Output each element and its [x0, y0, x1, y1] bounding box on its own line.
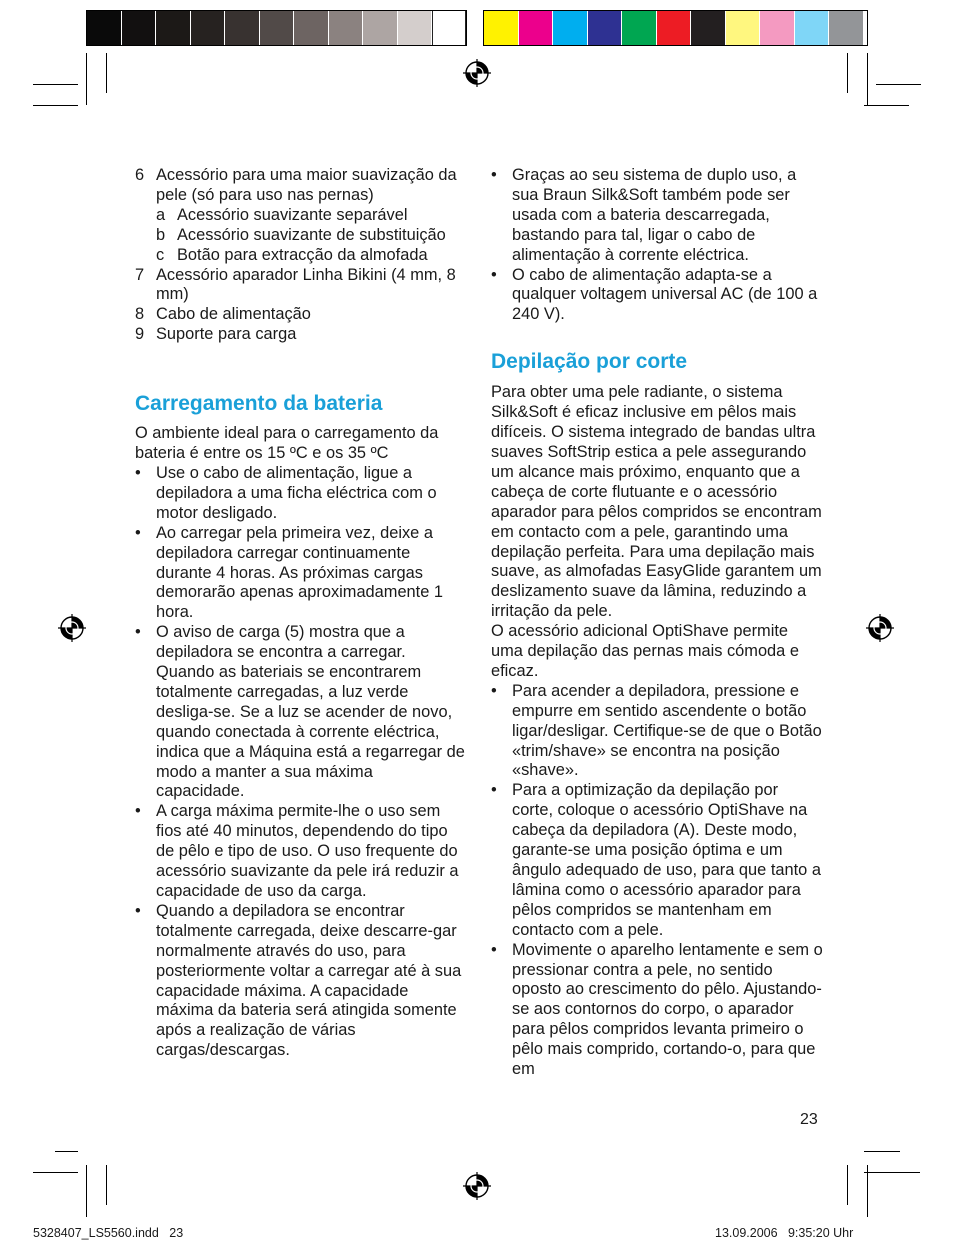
bullet-icon: • — [135, 463, 141, 482]
bullet-item — [491, 266, 823, 326]
bullet-item — [135, 802, 465, 902]
item-number: 9 — [135, 325, 145, 344]
bullet-icon: • — [135, 901, 141, 920]
page-number: 23 — [800, 1111, 818, 1128]
bullet-text: O cabo de alimentação adapta-se a qualquer voltagem universal AC (de 100 a 240 V). — [512, 265, 818, 324]
optishave-paragraph: O acessório adicional OptiShave permite uma depilação das pernas mais cómoda e eficaz. — [491, 622, 799, 680]
section-heading-charging: Carregamento da bateria — [135, 392, 383, 416]
bullet-text: Movimente o aparelho lentamente e sem o pressionar contra a pele, no sentido oposto ao crescimento do pêlo. Ajustando-se aos contornos do corpo, o aparador para pêlos compridos levanta primeiro o pêlo mais comprido, cortando-o, para que em — [512, 940, 823, 1079]
shaving-paragraph: Para obter uma pele radiante, o sistema Silk&Soft é eficaz inclusive em pêlos mais difíceis. O sistema integrado de bandas ultra suaves SoftStrip estica a pele assegurando um alcance mais próximo, enquanto que a cabeça de corte flutuante e o acessório aparador para pêlos compridos se encontram em contacto com a pele, garantindo uma depilação perfeita. Para uma depilação mais suave, as almofadas EasyGlide garantem um deslizamento suave da lâmina, reduzindo a irritação da pele. — [491, 383, 822, 621]
crop-mark — [106, 53, 107, 93]
bullet-item — [491, 941, 823, 1080]
list-item — [135, 266, 465, 306]
bullet-icon: • — [491, 265, 497, 284]
crop-mark — [33, 1172, 78, 1173]
crop-mark — [33, 84, 78, 85]
crop-mark — [106, 1165, 107, 1205]
crop-mark — [864, 1151, 900, 1152]
item-number: 6 — [135, 166, 145, 184]
bullet-text: Graças ao seu sistema de duplo uso, a sua Braun Silk&Soft também pode ser usada com a bateria descarregada, bastando para tal, ligar o cabo de alimentação à corrente eléctrica. — [512, 166, 797, 264]
bullet-icon: • — [491, 781, 497, 800]
bullet-item — [491, 166, 823, 266]
bullet-icon: • — [135, 623, 141, 642]
list-item — [135, 325, 465, 345]
parts-list — [135, 166, 465, 345]
list-item — [135, 206, 465, 226]
bullet-item — [491, 682, 823, 782]
timestamp-slug: 13.09.2006 9:35:20 Uhr — [715, 1226, 854, 1240]
list-item — [135, 305, 465, 325]
crop-mark — [847, 53, 848, 93]
crop-mark — [33, 105, 78, 106]
item-text: Cabo de alimentação — [156, 305, 311, 324]
bullet-item — [135, 524, 465, 624]
bullet-icon: • — [491, 166, 497, 184]
crop-mark — [864, 1172, 920, 1173]
crop-mark — [86, 1165, 87, 1217]
list-item — [135, 166, 465, 206]
bullet-item — [135, 623, 465, 802]
crop-mark — [55, 1151, 78, 1152]
registration-mark-icon — [866, 614, 894, 642]
color-bar-frame — [86, 10, 467, 46]
bullet-item — [135, 464, 465, 524]
item-number: 7 — [135, 265, 145, 284]
list-item — [135, 246, 465, 266]
crop-mark — [867, 1165, 868, 1217]
bullet-text: Quando a depiladora se encontrar totalmente carregada, deixe descarre-gar normalmente através do uso, para posteriormente voltar a carregar até à sua capacidade máxima. A capacidade máxima da bateria será atingida somente após a realização de várias cargas/descargas. — [156, 901, 462, 1060]
item-text: Acessório aparador Linha Bikini (4 mm, 8 mm) — [156, 265, 456, 304]
charging-intro: O ambiente ideal para o carregamento da bateria é entre os 15 ºC e os 35 ºC — [135, 424, 439, 463]
item-letter: a — [156, 205, 166, 224]
bullet-text: Para acender a depiladora, pressione e empurre em sentido ascendente o botão ligar/desligar. Certifique-se de que o Botão «trim/shave» se encontra na posição «shave». — [512, 681, 822, 780]
bullet-text: Use o cabo de alimentação, ligue a depiladora a uma ficha eléctrica com o motor desligado. — [156, 463, 437, 522]
bullet-item — [135, 902, 465, 1061]
crop-mark — [847, 1165, 848, 1205]
bullet-item — [491, 781, 823, 940]
bullet-icon: • — [491, 940, 497, 959]
item-number: 8 — [135, 305, 145, 324]
item-text: Suporte para carga — [156, 325, 297, 344]
bullet-text: A carga máxima permite-lhe o uso sem fios até 40 minutos, dependendo do tipo de pêlo e tipo de uso. O uso frequente do acessório suavizante da pele irá reduzir a capacidade de uso da carga. — [156, 802, 459, 900]
bullet-icon: • — [135, 523, 141, 542]
section-heading-shaving: Depilação por corte — [491, 350, 688, 374]
registration-mark-icon — [58, 614, 86, 642]
item-text: Acessório suavizante de substituição — [177, 225, 446, 244]
crop-mark — [86, 53, 87, 105]
bullet-text: Para a optimização da depilação por corte, coloque o acessório OptiShave na cabeça da depiladora (A). Deste modo, garante-se uma posição óptima e um ângulo adequado de uso, para que tanto a lâmina como o acessório aparador para pêlos compridos se mantenham em contacto com a pele. — [512, 781, 821, 939]
crop-mark — [867, 53, 868, 105]
item-text: Acessório suavizante separável — [177, 205, 408, 224]
registration-mark-icon — [463, 59, 491, 87]
item-text: Botão para extracção da almofada — [177, 245, 428, 264]
left-column — [135, 166, 465, 1061]
bullet-text: O aviso de carga (5) mostra que a depiladora se encontra a carregar. Quando as bateriais se encontrarem totalmente carregadas, a luz verde desliga-se. Se a luz se acender de novo, quando conectada à corrente eléctrica, indica que a Máquina está a regarregar de modo a manter a sua máxima capacidade. — [156, 623, 465, 801]
file-slug: 5328407_LS5560.indd 23 — [33, 1226, 184, 1240]
item-letter: c — [156, 245, 165, 264]
list-item — [135, 226, 465, 246]
item-text: Acessório para uma maior suavização da pele (só para uso nas pernas) — [156, 166, 457, 204]
bullet-icon: • — [135, 802, 141, 821]
crop-mark — [864, 105, 909, 106]
bullet-icon: • — [491, 681, 497, 700]
right-column — [491, 166, 823, 1080]
registration-mark-icon — [463, 1172, 491, 1200]
item-letter: b — [156, 225, 166, 244]
crop-mark — [876, 84, 921, 85]
bullet-text: Ao carregar pela primeira vez, deixe a depiladora carregar continuamente durante 4 horas. As próximas cargas demorarão apenas aproximadamente 1 hora. — [156, 523, 444, 622]
color-bar-frame — [483, 10, 868, 46]
